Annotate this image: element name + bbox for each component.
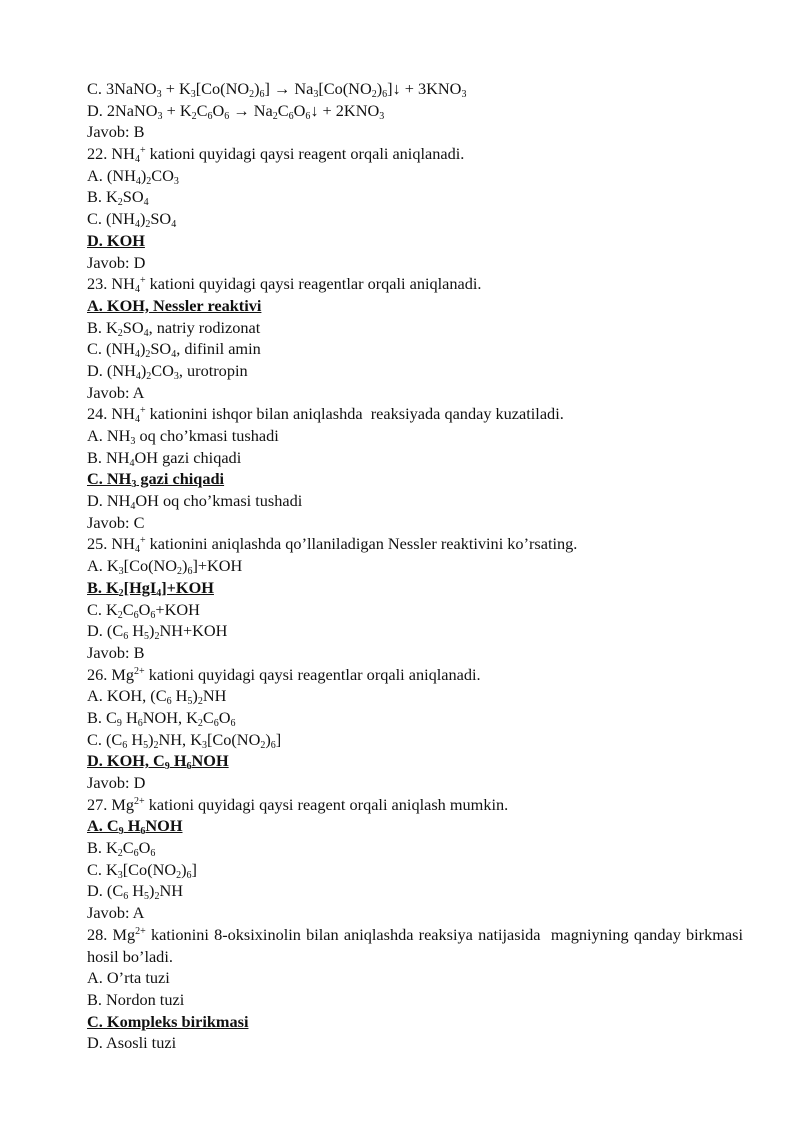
q25-opt-a: A. $K_3[Co(NO_2)_6]+KOH$ — [87, 556, 243, 578]
q26: 26. $Mg^{2+}$ kationi quyidagi qaysi reagentlar orqali aniqlanadi. — [87, 664, 481, 684]
q26-opt-d-correct: D. KOH, $C_9$ $H_6NOH$ — [87, 751, 229, 773]
q26-opt-c: C. ($C_6$ $H_5)_2NH$, $K_3[Co(NO_2)_6]$ — [87, 729, 282, 751]
q24: 24. $NH_4^+$ kationini ishqor bilan aniqlashda reaksiyada qanday kuzatiladi. — [87, 404, 564, 426]
q28-opt-c-correct: C. Kompleks birikmasi — [87, 1011, 249, 1031]
q26-opt-b: B. $C_9$ $H_6NOH$, $K_2C_6O_6$ — [87, 707, 236, 729]
q28-opt-a: A. O’rta tuzi — [87, 968, 170, 988]
q23-opt-a-correct: A. KOH, Nessler reaktivi — [87, 295, 262, 315]
q24-opt-a: A. $NH_3$ oq cho’kmasi tushadi — [87, 426, 279, 447]
q21-opt-d: D. 2NaNO$_3$ + $K_2C_6O_6$ → $Na_2C_6O_6↓ + 2KNO_3$ — [87, 100, 385, 122]
q23: 23. $NH_4^+$ kationi quyidagi qaysi reagentlar orqali aniqlanadi. — [87, 274, 482, 296]
q27: 27. $Mg^{2+}$ kationi quyidagi qaysi reagent orqali aniqlash mumkin. — [87, 794, 509, 814]
q26-opt-a: A. KOH, ($C_6$ $H_5)_2NH$ — [87, 686, 227, 708]
q23-opt-b: B. $K_2SO_4$, natriy rodizonat — [87, 317, 261, 339]
q23-opt-c: C. $(NH_4)_2SO_4$, difinil amin — [87, 339, 261, 361]
q27-opt-b: B. $K_2C_6O_6$ — [87, 838, 156, 860]
q24-opt-c-correct: C. $NH_3$ gazi chiqadi — [87, 469, 225, 491]
q28-opt-b: B. Nordon tuzi — [87, 989, 185, 1009]
q28: 28. $Mg^{2+}$ kationini 8-oksixinolin bilan aniqlashda reaksiya natijasida magniyning qanday birkmasi hosil bo’ladi. — [87, 924, 743, 966]
q26-answer: Javob: D — [87, 773, 146, 792]
q28-opt-d: D. Asosli tuzi — [87, 1033, 177, 1053]
q25: 25. $NH_4^+$ kationini aniqlashda qo’llaniladigan Nessler reaktivini ko’rsating. — [87, 534, 578, 556]
q27-opt-c: C. $K_3[Co(NO_2)_6]$ — [87, 859, 197, 881]
q23-answer: Javob: A — [87, 382, 145, 402]
q22-answer: Javob: D — [87, 252, 146, 272]
q22-opt-d-correct: D. KOH — [87, 230, 145, 250]
q21-opt-c: C. 3NaNO$_3$ + $K_3[Co(NO_2)_6]$ → $Na_3[Co(NO_2)_6]↓ + 3KNO_3$ — [87, 79, 467, 100]
q22: 22. $NH_4^+$ kationi quyidagi qaysi reagent orqali aniqlanadi. — [87, 144, 465, 166]
q22-opt-c: C. $(NH_4)_2SO_4$ — [87, 209, 177, 231]
document-page — [87, 78, 743, 1054]
q27-opt-d: D. ($C_6$ $H_5)_2NH$ — [87, 881, 183, 903]
q23-opt-d: D. $(NH_4)_2CO_3$, urotropin — [87, 360, 248, 382]
q25-opt-b-correct: B. $K_2[HgI_4]+KOH$ — [87, 577, 214, 599]
q27-answer: Javob: A — [87, 903, 145, 923]
q22-opt-b: B. $K_2SO_4$ — [87, 187, 149, 209]
q25-opt-c: C. $K_2C_6O_6+KOH$ — [87, 599, 200, 621]
q24-answer: Javob: C — [87, 512, 145, 532]
q25-answer: Javob: B — [87, 642, 145, 662]
q24-opt-b: B. $NH_4OH$ gazi chiqadi — [87, 447, 242, 469]
q27-opt-a-correct: A. $C_9$ $H_6NOH$ — [87, 816, 183, 838]
q24-opt-d: D. $NH_4OH$ oq cho’kmasi tushadi — [87, 491, 303, 513]
q25-opt-d: D. ($C_6$ $H_5)_2NH+KOH$ — [87, 621, 228, 643]
q21-answer: Javob: B — [87, 122, 145, 142]
q22-opt-a: A. $(NH_4)_2CO_3$ — [87, 165, 179, 187]
